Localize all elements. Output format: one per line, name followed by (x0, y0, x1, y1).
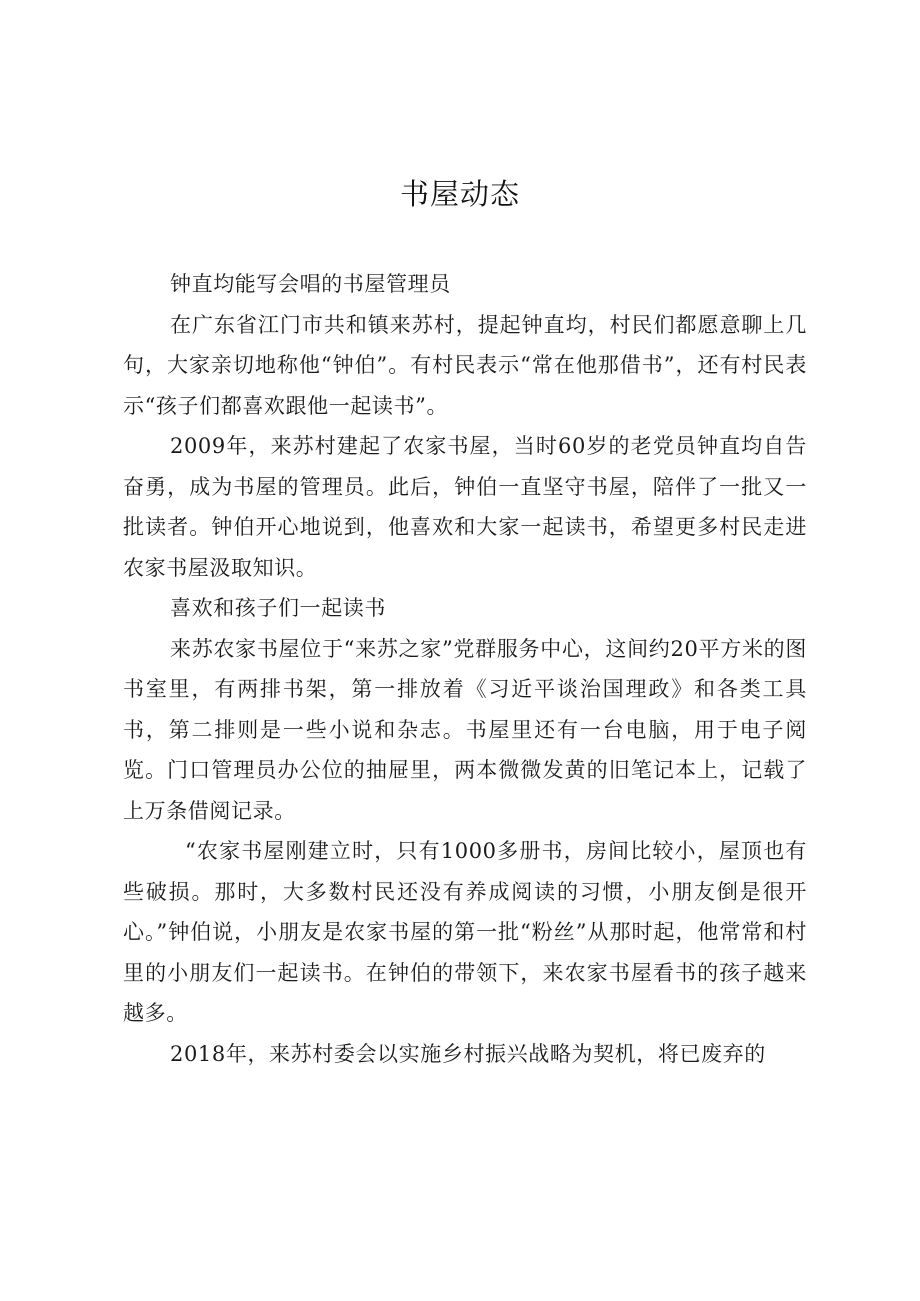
subheading-manager: 钟直均能写会唱的书屋管理员 (170, 272, 451, 296)
subheading-children: 喜欢和孩子们一起读书 (170, 596, 386, 620)
page-title: 书屋动态 (399, 177, 520, 211)
article-body (123, 264, 807, 1074)
paragraph-2009: 2009年，来苏村建起了农家书屋，当时60岁的老党员钟直均自告奋勇，成为书屋的管理员。此后，钟伯一直坚守书屋，陪伴了一批又一批读者。钟伯开心地说到，他喜欢和大家一起读书，希望更多村民走进农家书屋汲取知识。 (123, 434, 807, 580)
paragraph-intro: 在广东省江门市共和镇来苏村，提起钟直均，村民们都愿意聊上几句，大家亲切地称他“钟伯”。有村民表示“常在他那借书”，还有村民表示“孩子们都喜欢跟他一起读书”。 (123, 312, 807, 418)
paragraph-bookhouse-location: 来苏农家书屋位于“来苏之家”党群服务中心，这间约20平方米的图书室里，有两排书架，第一排放着《习近平谈治国理政》和各类工具书，第二排则是一些小说和杂志。书屋里还有一台电脑，用于电子阅览。门口管理员办公位的抽屉里，两本微微发黄的旧笔记本上，记载了上万条借阅记录。 (123, 636, 807, 823)
paragraph-quote: “农家书屋刚建立时，只有1000多册书，房间比较小，屋顶也有些破损。那时，大多数村民还没有养成阅读的习惯，小朋友倒是很开心。”钟伯说，小朋友是农家书屋的第一批“粉丝”从那时起，他常常和村里的小朋友们一起读书。在钟伯的带领下，来农家书屋看书的孩子越来越多。 (123, 839, 807, 1025)
paragraph-2018: 2018年，来苏村委会以实施乡村振兴战略为契机，将已废弃的 (170, 1041, 766, 1066)
